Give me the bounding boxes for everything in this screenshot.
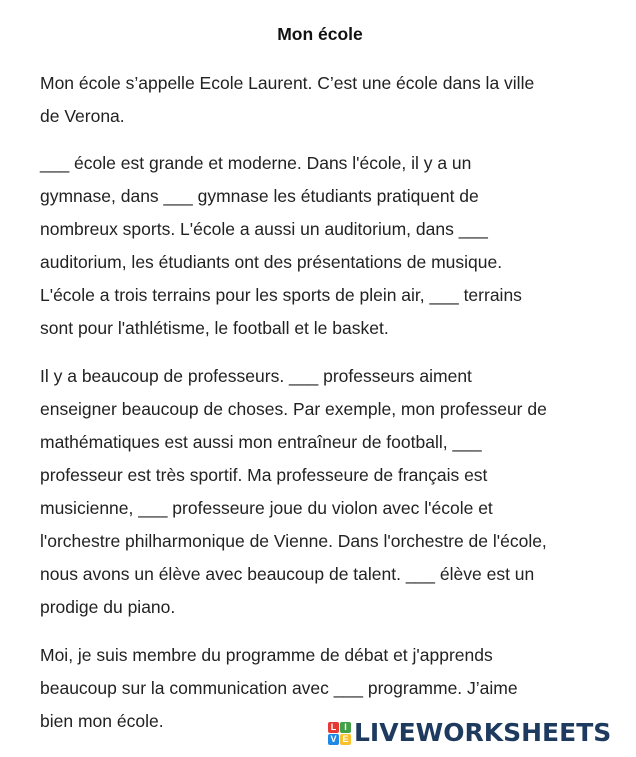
logo-mark-letter: E [340, 734, 351, 745]
text-line: sont pour l'athlétisme, le football et le basket. [40, 318, 389, 338]
paragraph-intro [40, 67, 630, 133]
text-line: musicienne, ___ professeure joue du violon avec l'école et [40, 498, 493, 518]
text-line: nous avons un élève avec beaucoup de talent. ___ élève est un [40, 564, 535, 584]
logo-mark-letter: I [340, 722, 351, 733]
text-line: mathématiques est aussi mon entraîneur de football, ___ [40, 432, 482, 452]
text-line: professeur est très sportif. Ma professeure de français est [40, 465, 488, 485]
text-line: ___ école est grande et moderne. Dans l'école, il y a un [40, 153, 472, 173]
text-line: gymnase, dans ___ gymnase les étudiants pratiquent de [40, 186, 479, 206]
text-line: Il y a beaucoup de professeurs. ___ professeurs aiment [40, 366, 472, 386]
text-line: auditorium, les étudiants ont des présentations de musique. [40, 252, 503, 272]
text-line: Mon école s’appelle Ecole Laurent. C’est une école dans la ville [40, 73, 535, 93]
logo-mark-letter: V [328, 734, 339, 745]
liveworksheets-mark-icon [328, 722, 351, 745]
liveworksheets-logo [328, 716, 611, 750]
logo-text: LIVEWORKSHEETS [354, 718, 612, 747]
text-line: prodige du piano. [40, 597, 176, 617]
paragraph-teachers [40, 360, 630, 624]
text-line: L'école a trois terrains pour les sports de plein air, ___ terrains [40, 285, 522, 305]
text-line: beaucoup sur la communication avec ___ programme. J’aime [40, 678, 518, 698]
text-line: bien mon école. [40, 711, 164, 731]
text-line: de Verona. [40, 106, 125, 126]
logo-mark-letter: L [328, 722, 339, 733]
page-title: Mon école [277, 24, 363, 44]
text-line: Moi, je suis membre du programme de débat et j'apprends [40, 645, 493, 665]
text-line: l'orchestre philharmonique de Vienne. Dans l'orchestre de l'école, [40, 531, 547, 551]
paragraph-school [40, 147, 630, 345]
text-line: enseigner beaucoup de choses. Par exemple, mon professeur de [40, 399, 547, 419]
text-line: nombreux sports. L'école a aussi un auditorium, dans ___ [40, 219, 488, 239]
